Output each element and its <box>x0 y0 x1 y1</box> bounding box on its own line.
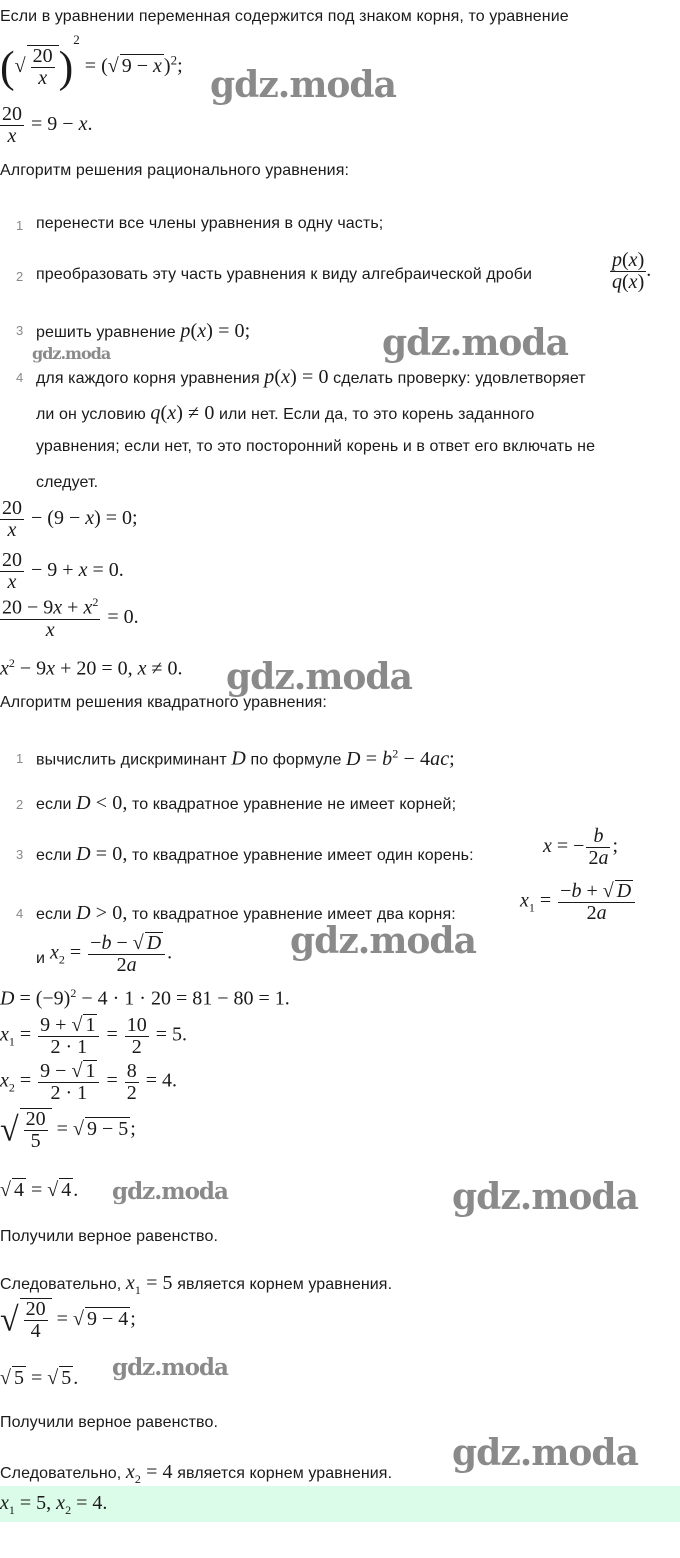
quadratic-step-4-text-a: если <box>36 906 72 923</box>
equation-6: $x^2 - 9x + 20 = 0$, x ≠ 0. <box>0 656 183 680</box>
rational-step-4-text-c: ли он условию <box>36 406 146 423</box>
watermark-logo: gdz.moda <box>382 322 568 364</box>
final-answer: $x_1 = 5$, $x_2 = 4$. <box>0 1492 108 1517</box>
root-x2-calc: $x_2$ = $\frac{9 - √ 1}{2 \cdot 1}$ = $\frac{8}{2}$ = 4. <box>0 1059 177 1104</box>
quadratic-step-2-text-a: если <box>36 796 72 813</box>
rational-step-3-text: решить уравнение <box>36 324 176 341</box>
conclusion-1-text-a: Следовательно, <box>0 1276 122 1293</box>
quadratic-step-3-text-a: если <box>36 847 72 864</box>
rational-step-4-text-b: сделать проверку: удовлетворяет <box>333 370 586 387</box>
quadratic-step-1: вычислить дискриминант D по формуле $D = b^2 - 4ac$; <box>36 746 455 770</box>
step-number: 2 <box>16 797 24 812</box>
two-roots-formula-x2: $x_2$ = $\frac{-b - √ D}{2a}$ . <box>50 932 173 976</box>
quadratic-step-3-text-b: то квадратное уравнение имеет один корень: <box>132 847 474 864</box>
step-number: 4 <box>16 370 24 385</box>
conclusion-2: Следовательно, $x_2 = 4$ является корнем уравнения. <box>0 1461 393 1486</box>
watermark-logo: gdz.moda <box>226 656 412 698</box>
step-number: 3 <box>16 323 24 338</box>
step-number: 2 <box>16 269 24 284</box>
quadratic-step-3: если D = 0, то квадратное уравнение имеет один корень: <box>36 843 474 865</box>
quadratic-step-1-text-a: вычислить дискриминант <box>36 751 227 769</box>
step-number: 3 <box>16 847 24 862</box>
quadratic-step-2: если D < 0, то квадратное уравнение не имеет корней; <box>36 792 457 814</box>
rational-algorithm-title: Алгоритм решения рационального уравнения: <box>0 162 350 179</box>
equation-3: $\frac{20}{x}$ − (9 − x) = 0; <box>2 497 138 541</box>
rational-step-4-text-d: или нет. Если да, то это корень заданного <box>218 406 535 423</box>
check-2-line-1: √ $\frac{20}{4}$ = √ 9 − 4 ; <box>0 1298 136 1342</box>
step-number: 1 <box>16 751 24 766</box>
check-1-line-1: √ $\frac{20}{5}$ = √ 9 − 5 ; <box>0 1108 136 1152</box>
two-roots-formula-x1: $x_1$ = $\frac{-b + √ D}{2a}$ <box>520 880 637 924</box>
quadratic-step-1-text-b: по формуле <box>250 751 342 769</box>
watermark-logo: gdz.moda <box>452 1176 638 1218</box>
quadratic-algorithm-title: Алгоритм решения квадратного уравнения: <box>0 694 327 711</box>
step-number: 1 <box>16 218 24 233</box>
quadratic-step-4-text-b: то квадратное уравнение имеет два корня: <box>132 906 456 923</box>
rational-step-4-line-4: следует. <box>36 474 99 491</box>
one-root-formula: x = − $\frac{b}{2a}$ ; <box>543 825 619 869</box>
check-result-2: Получили верное равенство. <box>0 1414 219 1431</box>
check-result-1: Получили верное равенство. <box>0 1228 219 1245</box>
quadratic-step-4: если D > 0, то квадратное уравнение имеет два корня: <box>36 902 456 924</box>
conclusion-1: Следовательно, $x_1 = 5$ является корнем уравнения. <box>0 1272 393 1297</box>
equation-2: $\frac{20}{x}$ = 9 − x. <box>2 103 93 147</box>
discriminant-calc: $D = (-9)^2 - 4 \cdot 1 \cdot 20 = 81 - 80 = 1$. <box>0 986 290 1010</box>
fraction-p-over-q: $\frac{p(x)}{q(x)}$ . <box>612 249 652 293</box>
rational-step-1: перенести все члены уравнения в одну часть; <box>36 215 384 232</box>
root-x1-calc: $x_1$ = $\frac{9 + √ 1}{2 \cdot 1}$ = $\frac{10}{2}$ = 5. <box>0 1013 187 1058</box>
watermark-logo: gdz.moda <box>290 920 476 962</box>
intro-text: Если в уравнении переменная содержится под знаком корня, то уравнение <box>0 8 569 25</box>
conclusion-2-text-b: является корнем уравнения. <box>177 1465 393 1482</box>
conclusion-2-text-a: Следовательно, <box>0 1465 122 1482</box>
rational-step-4-text-a: для каждого корня уравнения <box>36 370 260 387</box>
rational-step-4-line-3: уравнения; если нет, то это посторонний корень и в ответ его включать не <box>36 438 596 455</box>
rational-step-2: преобразовать эту часть уравнения к виду алгебраической дроби <box>36 266 533 283</box>
quadratic-step-2-text-b: то квадратное уравнение не имеет корней; <box>132 796 457 813</box>
equation-4: $\frac{20}{x}$ − 9 + x = 0. <box>2 549 124 593</box>
watermark-logo: gdz.moda <box>32 344 111 363</box>
watermark-logo: gdz.moda <box>112 1178 228 1205</box>
rational-step-4-line-1: для каждого корня уравнения p(x) = 0 сделать проверку: удовлетворяет <box>36 366 586 388</box>
quadratic-step-4-and: и <box>36 950 46 967</box>
equation-1: (√ $\frac{20}{x}$ )$^2$ = (√ 9 − x )$^2$; <box>0 32 183 92</box>
watermark-logo: gdz.moda <box>452 1432 638 1474</box>
rational-step-3: решить уравнение p(x) = 0; <box>36 320 251 342</box>
watermark-logo: gdz.moda <box>210 64 396 106</box>
equation-5: $\frac{20 - 9x + x^2}{x}$ = 0. <box>2 595 139 641</box>
rational-step-4-line-2: ли он условию q(x) ≠ 0 или нет. Если да, то это корень заданного <box>36 402 535 424</box>
step-number: 4 <box>16 906 24 921</box>
check-1-line-2: √ 4 = √ 4 . <box>0 1179 79 1201</box>
conclusion-1-text-b: является корнем уравнения. <box>177 1276 393 1293</box>
watermark-logo: gdz.moda <box>112 1354 228 1381</box>
check-2-line-2: √ 5 = √ 5 . <box>0 1367 79 1389</box>
